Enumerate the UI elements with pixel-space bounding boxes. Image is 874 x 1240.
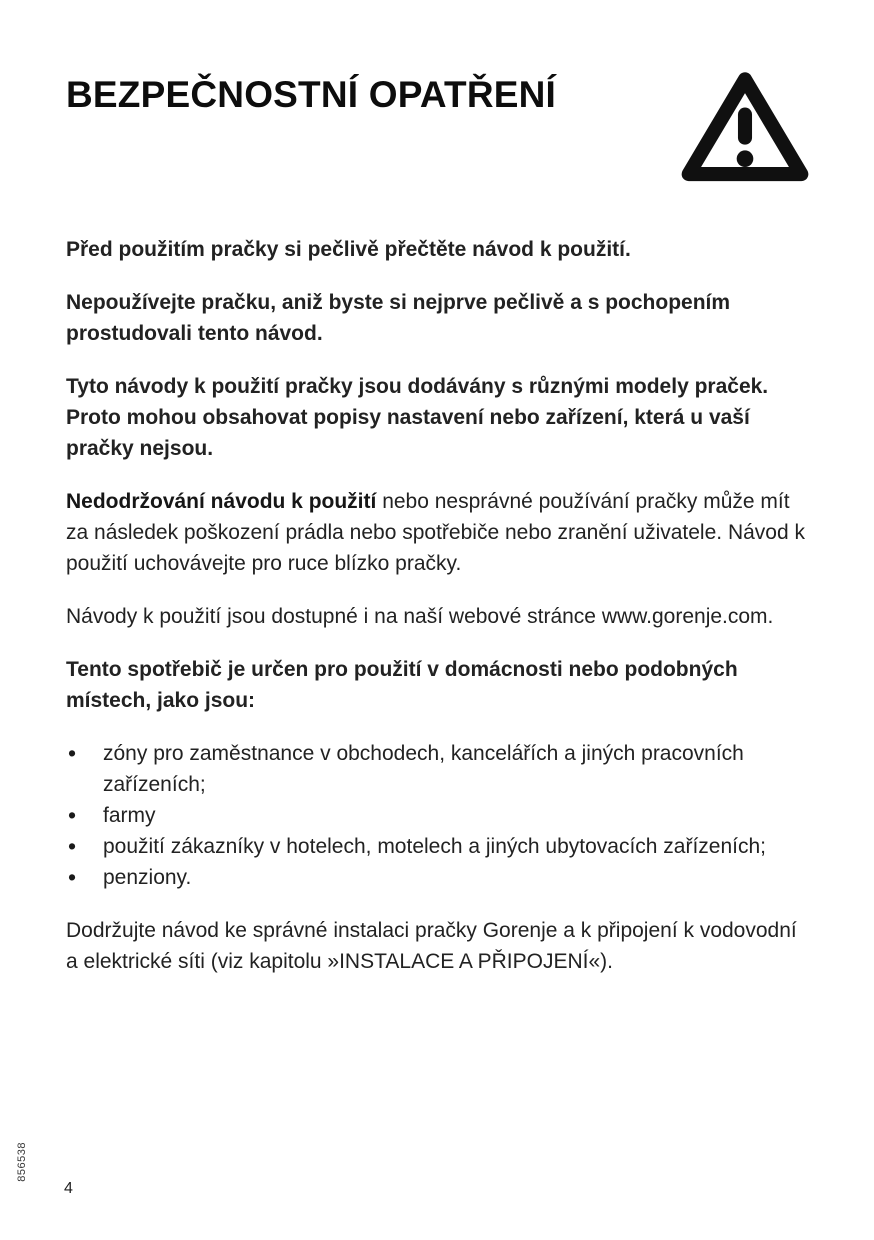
paragraph-read-manual: Před použitím pračky si pečlivě přečtěte návod k použití. — [66, 238, 631, 261]
list-item-hotels: • použití zákazníky v hotelech, motelech a jiných ubytovacích zařízeních; — [66, 831, 810, 862]
paragraph-noncompliance-bold-lead: Nedodržování návodu k použití — [66, 490, 377, 513]
paragraph-noncompliance-text: nebo nesprávné používání pračky může mít za následek poškození prádla nebo spotřebiče nebo zranění uživatele. Návod k použití uchovávejte pro ruce blízko pračky. — [66, 490, 805, 575]
body-text — [66, 234, 810, 977]
paragraph-do-not-use: Nepoužívejte pračku, aniž byste si nejprve pečlivě a s pochopením prostudovali tento návod. — [66, 291, 731, 345]
paragraph-noncompliance — [66, 486, 810, 579]
bullet-list — [66, 738, 810, 893]
paragraph-intended-use: Tento spotřebič je určen pro použití v domácnosti nebo podobných místech, jako jsou: — [66, 658, 738, 712]
doc-code: 856538 — [16, 1142, 28, 1182]
page-number: 4 — [64, 1180, 73, 1197]
list-item-guesthouses: • penziony. — [66, 862, 810, 893]
page-header — [66, 70, 810, 186]
paragraph-installation: Dodržujte návod ke správné instalaci pračky Gorenje a k připojení k vodovodní a elektrické síti (viz kapitolu »INSTALACE A PŘIPOJENÍ«). — [66, 919, 797, 973]
paragraph-website: Návody k použití jsou dostupné i na naší webové stránce www.gorenje.com. — [66, 605, 774, 628]
page-title: BEZPEČNOSTNÍ OPATŘENÍ — [66, 74, 557, 115]
warning-triangle-icon — [681, 70, 809, 186]
list-item-farms: • farmy — [66, 800, 810, 831]
paragraph-models: Tyto návody k použití pračky jsou dodávány s různými modely praček. Proto mohou obsahovat popisy nastavení nebo zařízení, která u vaší pračky nejsou. — [66, 375, 769, 460]
list-item-workplaces: • zóny pro zaměstnance v obchodech, kancelářích a jiných pracovních zařízeních; — [66, 738, 810, 800]
